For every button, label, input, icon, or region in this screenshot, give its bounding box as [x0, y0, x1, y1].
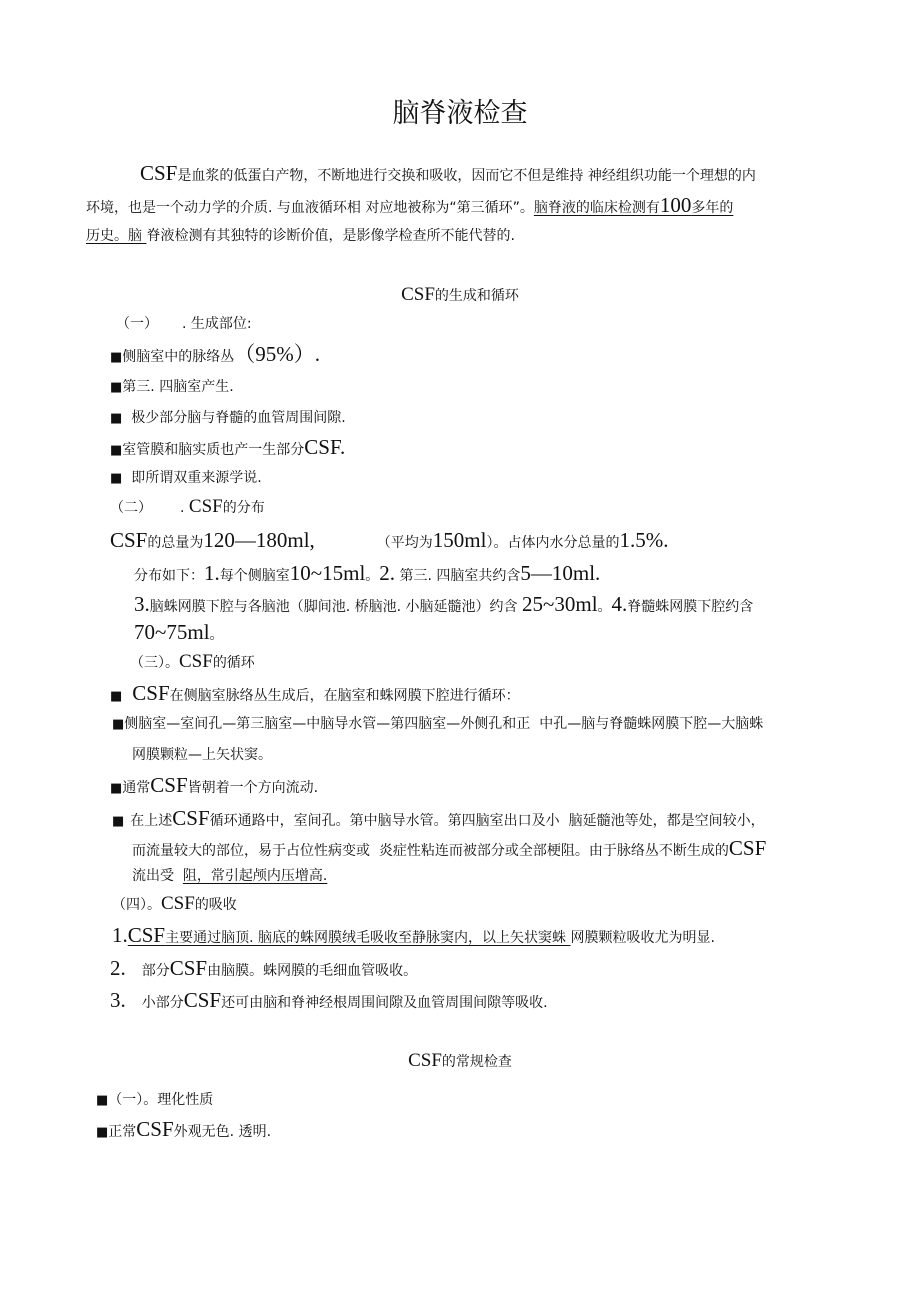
heading-text: 的常规检查 [441, 1054, 512, 1070]
intro-underlined-b: 多年的 [691, 200, 734, 216]
intro-underlined-history: 历史。脑 [86, 228, 147, 244]
text: 脑蛛网膜下腔与各脑池（脚间池. 桥脑池. 小脑延髓池）约含 [149, 599, 522, 615]
subheading-csf: CSF [161, 893, 195, 914]
text: （平均为 [376, 535, 433, 551]
list-item-text: 第三. 四脑室产生. [122, 379, 234, 395]
number: 1. [204, 561, 220, 585]
text: 。 [209, 627, 224, 643]
list-item [112, 808, 765, 832]
list-item-text: 在侧脑室脉络丛生成后，在脑室和蛛网膜下腔进行循环： [169, 688, 520, 704]
volume: 5—10ml. [520, 561, 601, 585]
distribution-line-2 [134, 594, 753, 617]
distribution-line-3 [134, 622, 224, 645]
list-item [110, 344, 320, 368]
list-item-text: 极少部分脑与脊髓的血管周围间隙. [122, 410, 346, 426]
list-item [110, 468, 262, 489]
item-number: 1. [112, 923, 128, 947]
list-item-text: 侧脑室—室间孔—第三脑室—中脑导水管—第四脑室—外侧孔和正 中孔—脑与脊髓蛛网膜下腔—大脑蛛 [124, 716, 764, 732]
list-item-continuation [132, 838, 766, 861]
text: 皆朝着一个方向流动. [187, 780, 319, 796]
text: ）。占体内水分总量的 [486, 535, 620, 551]
bullet-icon: ■ [110, 380, 123, 395]
underlined-text [127, 923, 571, 947]
csf-label: CSF [169, 956, 208, 980]
csf-label: CSF [110, 528, 148, 552]
text: 每个侧脑室 [219, 568, 290, 584]
bullet-icon: ■ [110, 411, 123, 426]
total-volume-line [110, 530, 668, 553]
subheading-text: 的循环 [212, 655, 255, 671]
text: 网膜颗粒吸收尤为明显. [570, 930, 715, 946]
list-item-csf: CSF. [304, 435, 346, 459]
list-item-continuation [132, 745, 272, 765]
list-item [110, 408, 346, 429]
csf-label: CSF [728, 836, 767, 860]
underlined-text: 阻，常引起颅内压增高. [182, 868, 328, 884]
section-heading-routine [0, 1050, 920, 1073]
subheading-csf: CSF [188, 496, 223, 517]
text: 正常 [108, 1124, 137, 1140]
list-item-text: 网膜颗粒—上矢状窦。 [132, 747, 272, 763]
csf-label: CSF [136, 1117, 174, 1141]
list-item [96, 1090, 213, 1111]
numbered-item [112, 925, 715, 948]
distribution-line-1 [134, 563, 600, 586]
bullet-icon: ■ [110, 781, 123, 796]
numbered-item [110, 958, 417, 981]
numbered-item [110, 990, 548, 1013]
bullet-icon: ■ [110, 350, 123, 365]
intro-line-1 [140, 163, 756, 186]
text: 分布如下： [134, 568, 204, 584]
bullet-icon: ■ [110, 689, 123, 704]
list-item-text: 室管膜和脑实质也产一生部分 [122, 442, 305, 458]
subheading-text: . 生成部位: [182, 316, 252, 332]
text: 。 [597, 599, 612, 615]
subheading-label: （一） [116, 316, 158, 332]
text: 第三. 四脑室共约含 [395, 568, 521, 584]
list-item [110, 683, 520, 707]
list-item-continuation [132, 866, 327, 886]
subheading-label: （四）。 [112, 897, 161, 913]
text: 。 [365, 568, 380, 584]
subheading-text: 的吸收 [194, 897, 237, 913]
list-item [112, 714, 763, 735]
volume: 10~15ml [289, 561, 366, 585]
text: 流出受 [132, 868, 183, 884]
subheading-csf: CSF [179, 651, 213, 672]
bullet-icon: ■ [112, 814, 125, 829]
percentage: 1.5%. [619, 528, 669, 552]
subheading-1 [116, 314, 252, 334]
bullet-icon: ■ [110, 443, 123, 458]
intro-underlined-num: 100 [659, 193, 692, 217]
text: 在上述 [130, 813, 173, 829]
volume-range: 120—180ml, [203, 528, 315, 552]
section-heading-generation [0, 284, 920, 307]
number: 4. [611, 592, 628, 616]
volume: 25~30ml [522, 592, 598, 616]
csf-label: CSF [132, 681, 170, 705]
subheading-4 [112, 894, 237, 915]
subheading-dot: . [180, 500, 189, 516]
volume: 70~75ml [134, 620, 210, 644]
list-item [110, 437, 345, 461]
number: 3. [134, 592, 150, 616]
list-item-text: 即所谓双重来源学说. [122, 470, 262, 486]
subheading-text: 的分布 [222, 500, 265, 516]
document-title: 脑脊液检查 [392, 98, 528, 129]
subheading-label: （二） [110, 500, 152, 516]
subheading-3 [130, 652, 255, 673]
csf-label: CSF [150, 773, 188, 797]
intro-text-2: 环境，也是一个动力学的介质. 与血液循环相 对应地被称为“第三循环”。 [86, 200, 534, 216]
list-item [96, 1119, 271, 1143]
list-item [110, 775, 318, 799]
intro-underlined-a: 脑脊液的临床检测有 [533, 200, 660, 216]
list-item-text: （一）。理化性质 [108, 1092, 214, 1108]
intro-line-2 [86, 195, 733, 218]
text: 循环通路中，室间孔。第中脑导水管。第四脑室出口及小 脑延髓池等处，都是空间较小， [209, 813, 765, 829]
heading-csf: CSF [401, 284, 435, 305]
item-number: 2. [110, 956, 126, 980]
heading-csf: CSF [408, 1050, 442, 1071]
text: 脊髓蛛网膜下腔约含 [627, 599, 754, 615]
subheading-label: （三）。 [130, 655, 179, 671]
average-volume: 150ml [432, 528, 487, 552]
text: 由脑膜。蛛网膜的毛细血管吸收。 [207, 963, 418, 979]
intro-text-3: 脊液检测有其独特的诊断价值，是影像学检查所不能代替的. [146, 228, 515, 244]
text: 小部分 [141, 995, 184, 1011]
bullet-icon: ■ [96, 1125, 109, 1140]
intro-csf: CSF [140, 161, 178, 185]
intro-text-1: 是血浆的低蛋白产物，不断地进行交换和吸收，因而它不但是维持 神经组织功能一个理想的内 [177, 168, 756, 184]
list-item-text: 侧脑室中的脉络丛 [122, 349, 235, 365]
text: 外观无色. 透明. [173, 1124, 272, 1140]
bullet-icon: ■ [110, 471, 123, 486]
text: 部分 [141, 963, 170, 979]
intro-line-3 [86, 226, 515, 246]
text: 主要通过脑顶. 脑底的蛛网膜绒毛吸收至静脉窦内，以上矢状窦蛛 [165, 930, 571, 946]
text: 的总量为 [147, 535, 204, 551]
list-item [110, 377, 234, 398]
bullet-icon: ■ [96, 1093, 109, 1108]
csf-label: CSF [172, 806, 210, 830]
text: 通常 [122, 780, 151, 796]
csf-label: CSF [127, 923, 166, 947]
number: 2. [379, 561, 396, 585]
heading-text: 的生成和循环 [434, 288, 519, 304]
csf-label: CSF [183, 988, 222, 1012]
text: 还可由脑和脊神经根周围间隙及血管周围间隙等吸收. [221, 995, 548, 1011]
text: 而流量较大的部位，易于占位性病变或 炎症性粘连而被部分或全部梗阻。由于脉络丛不断生成的 [132, 843, 729, 859]
subheading-2 [110, 497, 265, 518]
bullet-icon: ■ [112, 717, 125, 732]
intro-underlined-text [533, 193, 734, 217]
list-item-value: （95%）. [234, 342, 321, 366]
item-number: 3. [110, 988, 126, 1012]
